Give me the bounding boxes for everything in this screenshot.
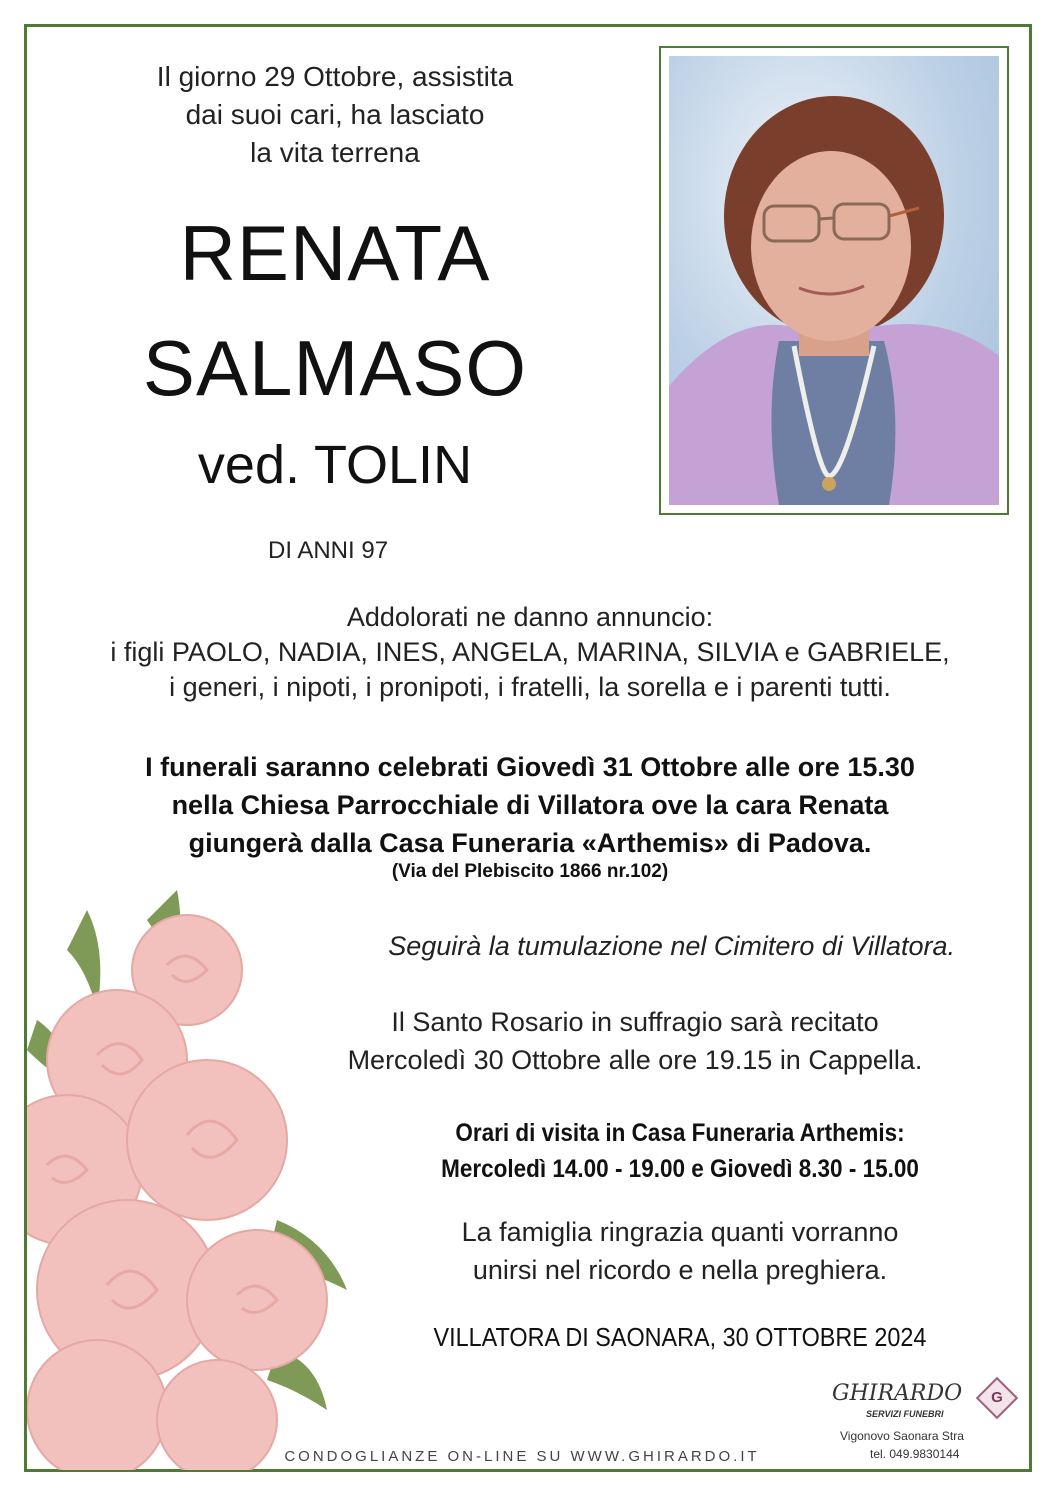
intro-line-2: dai suoi cari, ha lasciato	[185, 99, 485, 130]
logo-phone: tel. 049.9830144	[870, 1447, 960, 1461]
deceased-last-name: SALMASO	[142, 324, 528, 412]
announcement	[60, 600, 1000, 705]
rosary-text	[290, 1003, 980, 1079]
announcement-line-3: i generi, i nipoti, i pronipoti, i fratelli, la sorella e i parenti tutti.	[169, 672, 891, 702]
thanks-line-2: unirsi nel ricordo e nella preghiera.	[472, 1255, 888, 1285]
logo-subtitle: SERVIZI FUNEBRI	[866, 1409, 944, 1419]
intro-text	[100, 58, 570, 172]
logo-locations: Vigonovo Saonara Stra	[840, 1429, 964, 1443]
funeral-line-1: I funerali saranno celebrati Giovedì 31 Ottobre alle ore 15.30	[145, 752, 915, 782]
condolences-link[interactable]: CONDOGLIANZE ON-LINE SU WWW.GHIRARDO.IT	[284, 1448, 760, 1465]
intro-line-1: Il giorno 29 Ottobre, assistita	[156, 61, 514, 92]
visiting-hours	[410, 1115, 950, 1187]
funeral-address: (Via del Plebiscito 1866 nr.102)	[391, 861, 669, 882]
place-date: VILLATORA DI SAONARA, 30 OTTOBRE 2024	[433, 1322, 927, 1352]
widow-of: ved. TOLIN	[197, 435, 473, 495]
visiting-hours-line-2: Mercoledì 14.00 - 19.00 e Giovedì 8.30 - 15.00	[441, 1155, 919, 1183]
roses-svg	[27, 890, 367, 1470]
rosary-line-2: Mercoledì 30 Ottobre alle ore 19.15 in Cappella.	[347, 1045, 923, 1075]
portrait-illustration	[669, 56, 999, 505]
logo-badge-letter: G	[991, 1389, 1003, 1406]
deceased-first-name: RENATA	[179, 209, 491, 297]
portrait-photo	[669, 56, 999, 505]
pink-roses-illustration	[27, 890, 367, 1470]
funeral-details	[60, 748, 1000, 862]
burial-text: Seguirà la tumulazione nel Cimitero di Villatora.	[388, 931, 955, 961]
funeral-line-2: nella Chiesa Parrocchiale di Villatora ove la cara Renata	[171, 790, 889, 820]
logo-name: GHIRARDO	[832, 1381, 963, 1406]
intro-line-3: la vita terrena	[250, 137, 420, 168]
rosary-line-1: Il Santo Rosario in suffragio sarà recitato	[391, 1007, 879, 1037]
thanks-text	[380, 1213, 980, 1289]
thanks-line-1: La famiglia ringrazia quanti vorranno	[461, 1217, 899, 1247]
funeral-home-logo	[832, 1377, 1032, 1469]
funeral-line-3: giungerà dalla Casa Funeraria «Arthemis» di Padova.	[188, 828, 872, 858]
deceased-age: DI ANNI 97	[268, 537, 389, 564]
announcement-line-2: i figli PAOLO, NADIA, INES, ANGELA, MARINA, SILVIA e GABRIELE,	[110, 637, 950, 667]
visiting-hours-line-1: Orari di visita in Casa Funeraria Arthemis:	[455, 1119, 905, 1147]
portrait-frame	[659, 46, 1009, 515]
announcement-line-1: Addolorati ne danno annuncio:	[346, 602, 714, 632]
